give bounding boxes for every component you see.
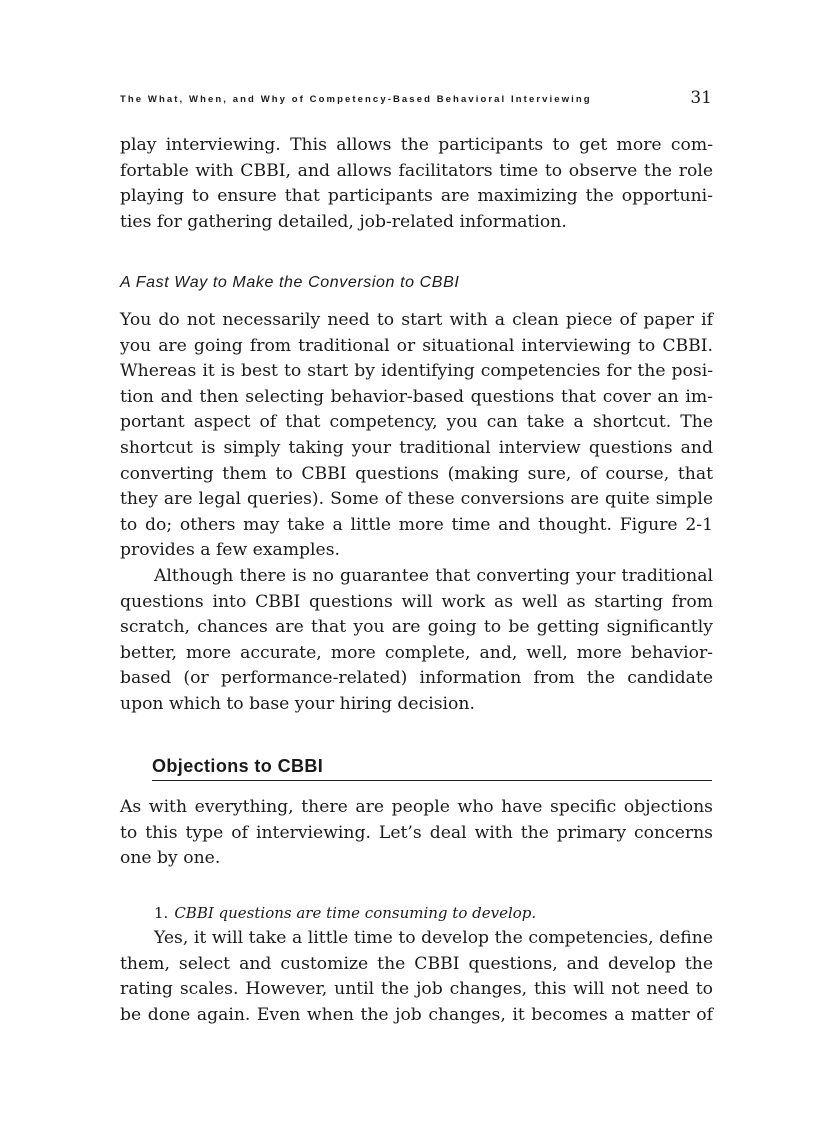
paragraph-response [120, 926, 713, 1028]
text-line: rating scales. However, until the job changes, this will not need to [120, 979, 713, 1000]
text-line: be done again. Even when the job changes, it becomes a matter of [120, 1004, 713, 1025]
text-line: ties for gathering detailed, job-related information. [120, 211, 567, 232]
text-line: scratch, chances are that you are going to be getting significantly [120, 617, 713, 638]
text-line: to do; others may take a little more time and thought. Figure 2-1 [120, 514, 713, 535]
text-line: converting them to CBBI questions (making sure, of course, that [120, 463, 713, 484]
page-number: 31 [690, 88, 712, 108]
text-line: tion and then selecting behavior-based questions that cover an im- [120, 386, 713, 407]
text-line: one by one. [120, 848, 221, 869]
text-line: Yes, it will take a little time to develop the competencies, define [154, 928, 713, 948]
text-line: fortable with CBBI, and allows facilitators time to observe the role [120, 160, 713, 181]
section-heading-text: Objections to CBBI [152, 756, 324, 776]
paragraph-continuation [120, 133, 713, 235]
text-line: they are legal queries). Some of these conversions are quite simple [120, 489, 713, 510]
text-line: based (or performance-related) information from the candidate [120, 668, 713, 689]
text-line: You do not necessarily need to start with a clean piece of paper if [120, 310, 713, 330]
text-line: to this type of interviewing. Let’s deal with the primary concerns [120, 822, 713, 843]
text-line: As with everything, there are people who have specific objections [120, 797, 713, 817]
section-heading [152, 756, 712, 781]
list-item-number: 1. [154, 904, 169, 922]
text-line: them, select and customize the CBBI questions, and develop the [120, 953, 713, 974]
text-line: you are going from traditional or situational interviewing to CBBI. [120, 335, 713, 356]
text-line: better, more accurate, more complete, and, well, more behavior- [120, 642, 713, 663]
text-line: provides a few examples. [120, 540, 341, 561]
text-line: play interviewing. This allows the participants to get more com- [120, 135, 713, 155]
text-line: upon which to base your hiring decision. [120, 693, 475, 714]
running-head [120, 90, 712, 110]
paragraph-objections [120, 795, 713, 872]
text-line: Whereas it is best to start by identifying competencies for the posi- [120, 361, 713, 382]
running-head-title: The What, When, and Why of Competency-Based Behavioral Interviewing [120, 94, 592, 105]
list-item-text: CBBI questions are time consuming to develop. [174, 904, 537, 922]
numbered-list-item [154, 904, 536, 922]
text-line: shortcut is simply taking your traditional interview questions and [120, 437, 713, 458]
paragraph-guarantee [120, 564, 713, 718]
text-line: Although there is no guarantee that converting your traditional [154, 566, 713, 586]
paragraph-conversion [120, 308, 713, 564]
text-line: questions into CBBI questions will work as well as starting from [120, 591, 713, 612]
text-line: playing to ensure that participants are maximizing the opportuni- [120, 186, 713, 207]
text-line: portant aspect of that competency, you can take a shortcut. The [120, 412, 713, 433]
subsection-heading: A Fast Way to Make the Conversion to CBBI [120, 274, 460, 291]
